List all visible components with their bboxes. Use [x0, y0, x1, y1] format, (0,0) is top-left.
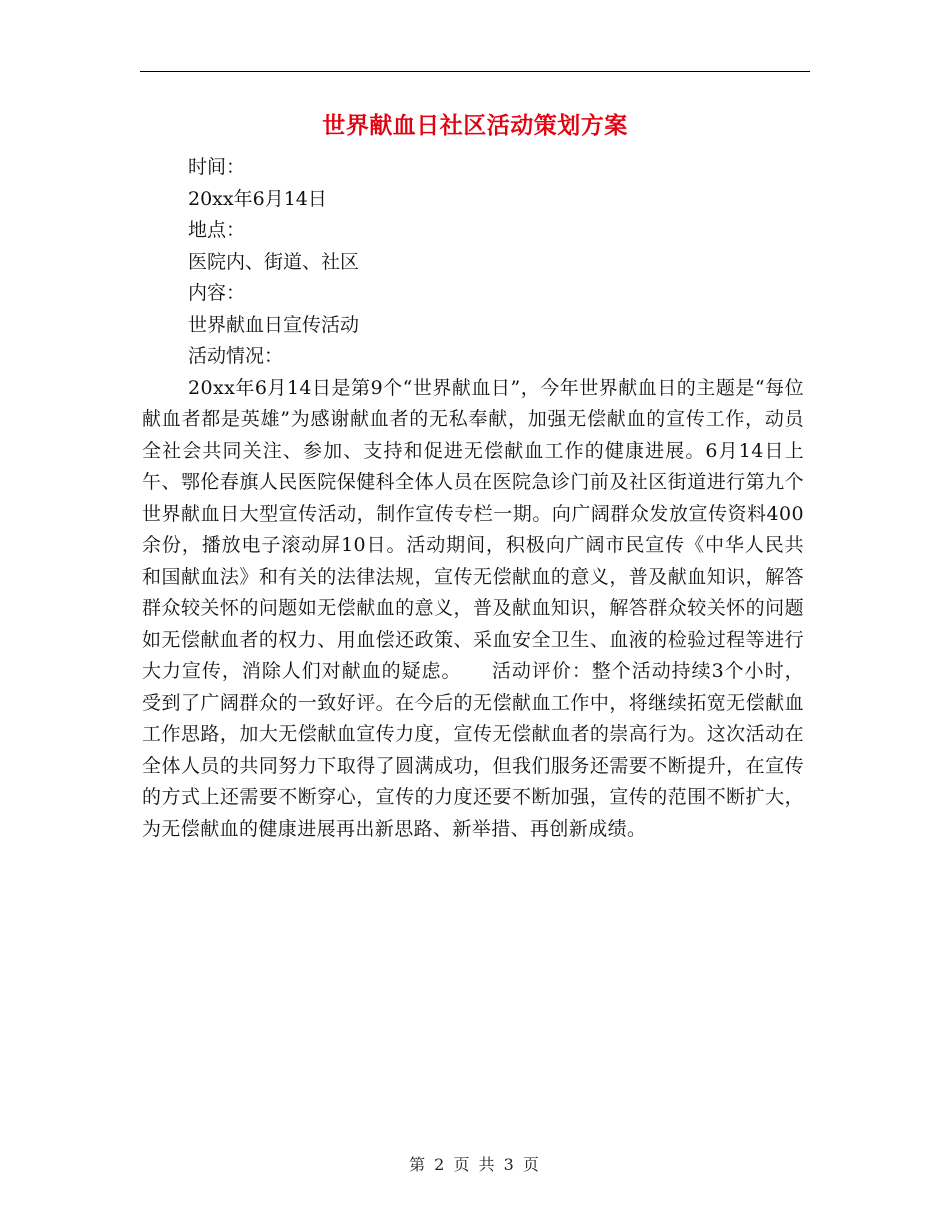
document-title: 世界献血日社区活动策划方案: [322, 113, 628, 139]
location-label: 地点：: [188, 219, 246, 241]
document-content: [142, 152, 804, 845]
time-value: 20xx年6月14日: [188, 187, 327, 210]
page-number: 第 2 页 共 3 页: [409, 1155, 541, 1174]
time-label: 时间：: [188, 156, 246, 178]
location-value: 医院内、街道、社区: [188, 250, 360, 273]
activity-body-paragraph: 20xx年6月14日是第9个“世界献血日”，今年世界献血日的主题是“每位献血者都是英雄”为感谢献血者的无私奉献，加强无偿献血的宣传工作，动员全社会共同关注、参加、支持和促进无偿献血工作的健康进展。6月14日上午、鄂伦春旗人民医院保健科全体人员在医院急诊门前及社区街道进行第九个世界献血日大型宣传活动，制作宣传专栏一期。向广阔群众发放宣传资料400余份，播放电子滚动屏10日。活动期间，积极向广阔市民宣传《中华人民共和国献血法》和有关的法律法规，宣传无偿献血的意义，普及献血知识，解答群众较关怀的问题如无偿献血的意义，普及献血知识，解答群众较关怀的问题如无偿献血者的权力、用血偿还政策、采血安全卫生、血液的检验过程等进行大力宣传，消除人们对献血的疑虑。 活动评价：整个活动持续3个小时，受到了广阔群众的一致好评。在今后的无偿献血工作中，将继续拓宽无偿献血工作思路，加大无偿献血宣传力度，宣传无偿献血者的崇高行为。这次活动在全体人员的共同努力下取得了圆满成功，但我们服务还需要不断提升，在宣传的方式上还需要不断穿心，宣传的力度还要不断加强，宣传的范围不断扩大，为无偿献血的健康进展再出新思路、新举措、再创新成绩。: [142, 376, 804, 840]
content-value: 世界献血日宣传活动: [188, 313, 360, 336]
content-label: 内容：: [188, 282, 246, 304]
header-rule: [140, 71, 810, 72]
activity-status-label: 活动情况：: [188, 345, 284, 367]
